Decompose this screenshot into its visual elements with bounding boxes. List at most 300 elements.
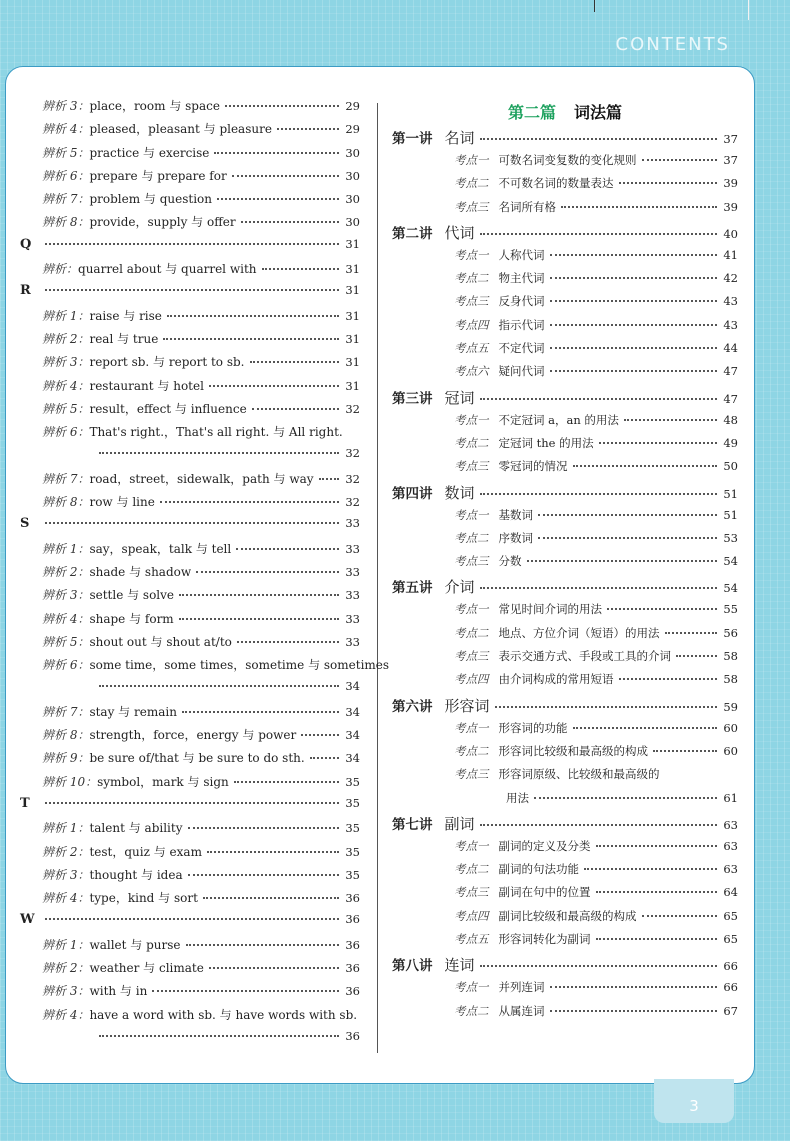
page-ref: 31 (345, 355, 360, 370)
point-label (392, 861, 579, 877)
chapter-label (392, 127, 475, 148)
toc-entry[interactable] (20, 819, 360, 842)
dot-leader (596, 845, 718, 847)
chapter-name: 名词 (444, 129, 475, 147)
dot-leader (665, 632, 718, 634)
toc-entry[interactable] (20, 400, 360, 423)
page-ref: 39 (723, 176, 738, 191)
page-ref: 47 (723, 364, 738, 379)
dot-leader (624, 419, 717, 421)
toc-entry[interactable] (20, 936, 360, 959)
point-row[interactable] (392, 766, 738, 789)
dot-leader (196, 571, 339, 573)
toc-entry[interactable] (20, 889, 360, 912)
point-text: 形容词的功能 (498, 720, 568, 735)
dot-leader (99, 685, 339, 687)
entry-prefix: 辨析 2： (42, 564, 90, 579)
point-text: 物主代词 (498, 271, 545, 286)
page-ref: 66 (723, 959, 738, 974)
toc-entry[interactable] (20, 120, 360, 143)
point-row[interactable] (392, 435, 738, 458)
chapter-label (392, 576, 475, 597)
page-ref: 60 (723, 743, 738, 758)
dot-leader (182, 711, 339, 713)
page-ref: 42 (723, 271, 738, 286)
dot-leader (550, 986, 718, 988)
entry-prefix: 辨析 2： (42, 844, 90, 859)
chapter-number: 第五讲 (392, 580, 433, 597)
crop-mark (748, 0, 749, 20)
toc-entry[interactable] (20, 610, 360, 633)
dot-leader (45, 289, 339, 291)
point-row[interactable] (392, 199, 738, 222)
point-text: 基数词 (498, 507, 533, 522)
page-ref: 43 (723, 317, 738, 332)
chapter-number: 第七讲 (392, 816, 433, 833)
page-ref: 67 (723, 1003, 738, 1018)
dot-leader (262, 268, 340, 270)
point-row[interactable] (392, 1003, 738, 1026)
entry-prefix: 辨析 1： (42, 821, 90, 836)
point-text: 副词在句中的位置 (498, 885, 591, 900)
dot-leader (538, 537, 717, 539)
page-ref: 32 (345, 446, 360, 461)
entry-label (20, 377, 204, 394)
entry-text: report sb. 与 report to sb. (89, 355, 245, 370)
point-label (392, 199, 556, 215)
toc-entry[interactable] (20, 656, 390, 679)
entry-label (20, 120, 272, 137)
point-label (392, 625, 660, 641)
entry-label (20, 656, 389, 673)
entry-text: provide，supply 与 offer (89, 215, 236, 230)
page-ref: 36 (345, 912, 360, 927)
section-letter: T (20, 795, 30, 811)
page-ref: 51 (723, 507, 738, 522)
dot-leader (480, 587, 717, 589)
entry-label (20, 144, 209, 161)
dot-leader (653, 750, 717, 752)
toc-letter-row[interactable] (20, 237, 360, 260)
entry-text: row 与 line (89, 495, 155, 510)
chapter-row[interactable] (392, 954, 738, 979)
chapter-row[interactable] (392, 576, 738, 601)
page-ref: 33 (345, 541, 360, 556)
point-text: 不定冠词 a，an 的用法 (498, 412, 619, 427)
point-text: 常见时间介词的用法 (498, 602, 602, 617)
point-row[interactable] (392, 625, 738, 648)
point-number: 考点三 (454, 459, 489, 474)
dot-leader (550, 347, 718, 349)
entry-text: symbol，mark 与 sign (97, 774, 229, 789)
entry-label (20, 1006, 357, 1023)
point-row[interactable] (392, 648, 738, 671)
point-row[interactable] (392, 340, 738, 363)
toc-entry[interactable] (20, 959, 360, 982)
toc-entry[interactable] (20, 726, 360, 749)
entry-text: shout out 与 shout at/to (89, 634, 232, 649)
page-ref: 66 (723, 980, 738, 995)
point-label (392, 979, 545, 995)
point-row[interactable] (392, 458, 738, 481)
chapter-label (392, 813, 475, 834)
point-text: 分数 (498, 554, 522, 569)
toc-left-column (20, 97, 390, 1052)
point-number: 考点五 (454, 932, 489, 947)
entry-prefix: 辨析 9： (42, 751, 90, 766)
point-label (392, 435, 594, 451)
chapter-number: 第六讲 (392, 698, 433, 715)
point-number: 考点五 (454, 341, 489, 356)
point-label (392, 317, 545, 333)
page-ref: 33 (345, 564, 360, 579)
entry-prefix: 辨析 1： (42, 308, 90, 323)
toc-continuation[interactable] (20, 1029, 360, 1052)
point-row[interactable] (392, 931, 738, 954)
entry-text: pleased，pleasant 与 pleasure (89, 122, 272, 137)
page-ref: 65 (723, 908, 738, 923)
point-text: 序数词 (498, 530, 533, 545)
point-number: 考点一 (454, 980, 489, 995)
entry-prefix: 辨析 7： (42, 471, 90, 486)
point-row[interactable] (392, 979, 738, 1002)
point-row[interactable] (392, 884, 738, 907)
toc-letter-row[interactable] (20, 283, 360, 306)
dot-leader (596, 891, 718, 893)
entry-text: thought 与 idea (89, 867, 183, 882)
point-number: 考点四 (454, 672, 489, 687)
toc-entry[interactable] (20, 330, 360, 353)
point-row[interactable] (392, 838, 738, 861)
point-row[interactable] (392, 601, 738, 624)
chapter-name: 形容词 (444, 696, 490, 715)
toc-entry[interactable] (20, 167, 360, 190)
entry-text: place，room 与 space (89, 99, 220, 113)
point-number: 考点一 (454, 153, 489, 167)
page-ref: 33 (345, 634, 360, 649)
point-number: 考点一 (454, 412, 489, 427)
dot-leader (527, 560, 718, 562)
entry-prefix: 辨析 4： (42, 1007, 90, 1022)
toc-entry[interactable] (20, 470, 360, 493)
dot-leader (561, 206, 717, 208)
entry-label (20, 353, 245, 370)
toc-entry[interactable] (20, 1006, 360, 1029)
entry-prefix: 辨析 1： (42, 937, 90, 952)
dot-leader (550, 277, 718, 279)
point-row[interactable] (392, 270, 738, 293)
dot-leader (277, 128, 339, 130)
chapter-row[interactable] (392, 813, 738, 838)
toc-entry[interactable] (20, 353, 360, 376)
dot-leader (236, 548, 339, 550)
point-label (392, 152, 637, 168)
entry-label (20, 213, 236, 230)
entry-prefix: 辨析 7： (42, 704, 90, 719)
toc-entry[interactable] (20, 423, 360, 446)
entry-prefix: 辨析 4： (42, 122, 90, 137)
point-number: 考点三 (454, 294, 489, 309)
page-ref: 36 (345, 891, 360, 906)
entry-prefix: 辨析 5： (42, 634, 90, 649)
toc-right-column (392, 97, 738, 1026)
entry-prefix: 辨析 5： (42, 145, 90, 160)
toc-entry[interactable] (20, 773, 360, 796)
entry-label (20, 843, 202, 860)
chapter-number: 第四讲 (392, 485, 433, 502)
entry-label (20, 633, 232, 650)
toc-entry[interactable] (20, 97, 360, 120)
entry-text: have a word with sb. 与 have words with sb. (89, 1007, 358, 1022)
entry-text: raise 与 rise (89, 308, 162, 323)
point-row[interactable] (392, 507, 738, 530)
chapter-number: 第一讲 (392, 131, 433, 147)
dot-leader (550, 1010, 718, 1012)
point-label (392, 270, 545, 286)
contents-label: CONTENTS (615, 34, 730, 55)
entry-label (20, 400, 247, 417)
toc-panel (5, 66, 755, 1084)
chapter-row[interactable] (392, 127, 738, 152)
toc-letter-row[interactable] (20, 796, 360, 819)
page-ref: 41 (723, 247, 738, 262)
page-ref: 31 (345, 262, 360, 277)
dot-leader (250, 361, 340, 363)
entry-prefix: 辨析 3： (42, 99, 90, 113)
point-label (392, 648, 671, 664)
point-row[interactable] (392, 861, 738, 884)
dot-leader (573, 727, 718, 729)
toc-entry[interactable] (20, 307, 360, 330)
chapter-row[interactable] (392, 222, 738, 247)
chapter-number: 第三讲 (392, 390, 433, 407)
dot-leader (534, 797, 717, 799)
entry-prefix: 辨析 3： (42, 867, 90, 882)
entry-text: prepare 与 prepare for (89, 168, 227, 183)
point-row[interactable] (392, 247, 738, 270)
page-ref: 34 (345, 751, 360, 766)
point-number: 考点三 (454, 767, 489, 782)
page-ref: 47 (723, 391, 738, 406)
toc-entry[interactable] (20, 260, 360, 283)
entry-prefix: 辨析 8： (42, 495, 90, 510)
entry-label (20, 889, 198, 906)
entry-text: with 与 in (89, 984, 148, 999)
page-ref: 34 (345, 679, 360, 694)
dot-leader (188, 827, 339, 829)
toc-entry[interactable] (20, 982, 360, 1005)
point-text: 副词的句法功能 (498, 862, 579, 877)
dot-leader (599, 442, 717, 444)
section-letter: S (20, 516, 30, 532)
point-text: 从属连词 (498, 1003, 545, 1018)
toc-entry[interactable] (20, 586, 360, 609)
page-ref: 54 (723, 581, 738, 596)
point-row[interactable] (392, 908, 738, 931)
entry-label (20, 586, 174, 603)
page-ref: 36 (345, 1028, 360, 1043)
point-label (392, 293, 545, 309)
dot-leader (167, 315, 339, 317)
entry-prefix: 辨析 4： (42, 378, 90, 393)
point-row[interactable] (392, 317, 738, 340)
dot-leader (209, 967, 339, 969)
entry-label (20, 563, 191, 580)
point-row[interactable] (392, 743, 738, 766)
point-row[interactable] (392, 720, 738, 743)
point-row[interactable] (392, 553, 738, 576)
point-row[interactable] (392, 152, 738, 175)
toc-continuation[interactable] (20, 679, 360, 702)
dot-leader (584, 868, 717, 870)
entry-text: quarrel about 与 quarrel with (78, 262, 257, 277)
entry-prefix: 辨析 6： (42, 658, 90, 673)
entry-label (20, 936, 181, 953)
point-text: 形容词原级、比较级和最高级的 (498, 767, 660, 782)
entry-label (20, 610, 174, 627)
toc-continuation[interactable] (20, 446, 360, 469)
dot-leader (676, 655, 717, 657)
page-ref: 55 (723, 602, 738, 617)
toc-entry[interactable] (20, 540, 360, 563)
entry-label (20, 540, 231, 557)
point-row[interactable] (392, 530, 738, 553)
entry-text: talent 与 ability (89, 821, 183, 836)
point-text: 指示代词 (498, 317, 545, 332)
page-ref: 58 (723, 672, 738, 687)
point-number: 考点二 (454, 435, 489, 450)
toc-entry[interactable] (20, 749, 360, 772)
page-ref: 49 (723, 435, 738, 450)
entry-text: shape 与 form (89, 611, 174, 626)
chapter-number: 第八讲 (392, 958, 433, 975)
page-ref: 35 (345, 774, 360, 789)
toc-entry[interactable] (20, 144, 360, 167)
page-ref: 32 (345, 495, 360, 510)
point-row[interactable] (392, 671, 738, 694)
point-number: 考点三 (454, 649, 489, 664)
section-letter: W (20, 912, 35, 928)
page-ref: 54 (723, 554, 738, 569)
point-row[interactable] (392, 175, 738, 198)
point-number: 考点二 (454, 1003, 489, 1018)
point-label (392, 931, 591, 947)
toc-entry[interactable] (20, 190, 360, 213)
chapter-name: 连词 (444, 956, 475, 975)
entry-prefix: 辨析 8： (42, 728, 90, 743)
page-ref: 35 (345, 821, 360, 836)
point-label (392, 247, 545, 263)
page-ref: 30 (345, 168, 360, 183)
point-label (392, 766, 660, 782)
entry-prefix: 辨析 7： (42, 192, 90, 207)
point-row[interactable] (392, 293, 738, 316)
page-ref: 35 (345, 844, 360, 859)
page-ref: 30 (345, 145, 360, 160)
toc-entry[interactable] (20, 493, 360, 516)
toc-entry[interactable] (20, 377, 360, 400)
point-number: 考点二 (454, 743, 489, 758)
point-label (392, 601, 602, 617)
page-ref: 31 (345, 378, 360, 393)
dot-leader (642, 159, 718, 161)
toc-entry[interactable] (20, 866, 360, 889)
point-continuation[interactable] (392, 790, 738, 813)
dot-leader (179, 618, 339, 620)
toc-letter-row[interactable] (20, 912, 360, 935)
page-ref: 51 (723, 486, 738, 501)
chapter-label (392, 482, 475, 503)
page-ref: 32 (345, 471, 360, 486)
point-label (392, 553, 522, 569)
point-label (392, 743, 648, 759)
dot-leader (573, 465, 718, 467)
chapter-row[interactable] (392, 482, 738, 507)
point-text: 名词所有格 (498, 199, 556, 214)
point-text: 疑问代词 (498, 364, 545, 379)
chapter-number: 第二讲 (392, 225, 433, 242)
entry-text: practice 与 exercise (89, 145, 210, 160)
toc-entry[interactable] (20, 213, 360, 236)
toc-entry[interactable] (20, 633, 360, 656)
dot-leader (480, 398, 717, 400)
entry-text: type，kind 与 sort (89, 891, 198, 906)
point-number: 考点二 (454, 271, 489, 286)
toc-entry[interactable] (20, 703, 360, 726)
dot-leader (550, 254, 718, 256)
chapter-row[interactable] (392, 387, 738, 412)
chapter-row[interactable] (392, 695, 738, 720)
point-text: 副词比较级和最高级的构成 (498, 908, 637, 923)
page-ref: 65 (723, 932, 738, 947)
entry-text: some time，some times，sometime 与 sometimes (89, 658, 390, 673)
dot-leader (619, 182, 718, 184)
toc-entry[interactable] (20, 563, 360, 586)
chapter-label (392, 695, 490, 716)
entry-text: result，effect 与 influence (89, 401, 247, 416)
page-ref: 61 (723, 790, 738, 805)
page-ref: 35 (345, 867, 360, 882)
page-ref: 29 (345, 99, 360, 113)
dot-leader (310, 757, 339, 759)
dot-leader (319, 478, 339, 480)
point-label (392, 340, 545, 356)
entry-text: strength，force，energy 与 power (89, 728, 297, 743)
point-label (392, 412, 619, 428)
toc-letter-row[interactable] (20, 516, 360, 539)
dot-leader (45, 522, 339, 524)
point-row[interactable] (392, 412, 738, 435)
dot-leader (45, 802, 339, 804)
entry-text: settle 与 solve (89, 588, 175, 603)
toc-entry[interactable] (20, 843, 360, 866)
point-text: 不可数名词的数量表达 (498, 176, 614, 191)
point-number: 考点一 (454, 247, 489, 262)
entry-text: test，quiz 与 exam (89, 844, 202, 859)
point-number: 考点三 (454, 885, 489, 900)
page-ref: 50 (723, 459, 738, 474)
point-text: 形容词比较级和最高级的构成 (498, 743, 648, 758)
dot-leader (232, 175, 339, 177)
page-ref: 58 (723, 649, 738, 664)
page-ref: 59 (723, 699, 738, 714)
point-text: 可数名词变复数的变化规则 (498, 153, 637, 167)
point-row[interactable] (392, 363, 738, 386)
point-label (392, 175, 614, 191)
entry-label (20, 819, 183, 836)
point-number: 考点一 (454, 838, 489, 853)
point-text: 表示交通方式、手段或工具的介词 (498, 649, 671, 664)
